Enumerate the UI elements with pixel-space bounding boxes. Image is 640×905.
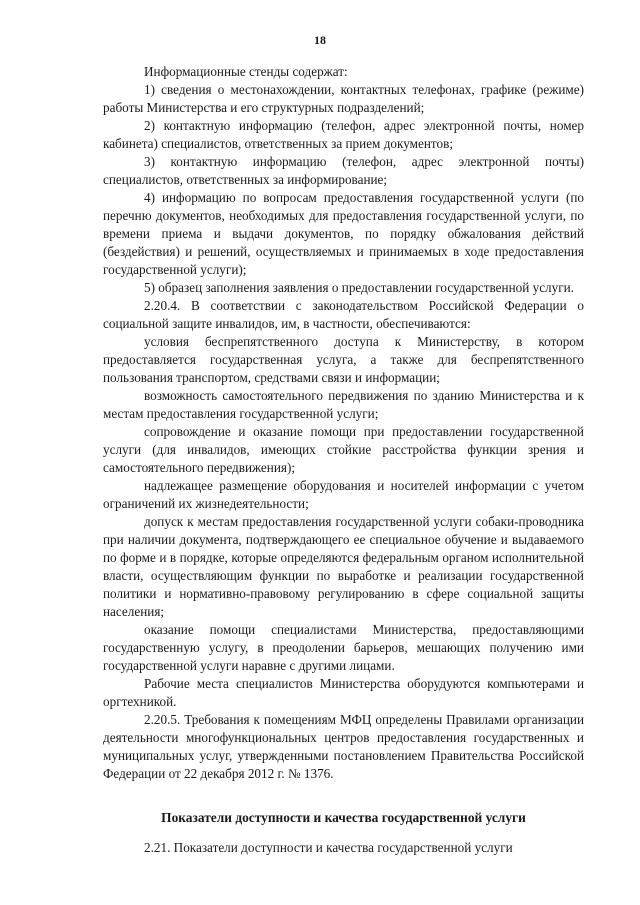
- paragraph-stands-intro: Информационные стенды содержат:: [144, 64, 348, 79]
- section-heading: Показатели доступности и качества государственной услуги: [161, 810, 526, 825]
- paragraph-2-20-5: 2.20.5. Требования к помещениям МФЦ определены Правилами организации деятельности многофункциональных центров предоставления государственных и муниципальных услуг, утвержденными постановлением Правительства Российской Федерации от 22 декабря 2012 г. № 1376.: [103, 712, 584, 781]
- paragraph-item-5: 5) образец заполнения заявления о предоставлении государственной услуги.: [144, 280, 574, 295]
- paragraph-item-2: 2) контактную информацию (телефон, адрес электронной почты, номер кабинета) специалистов, ответственных за прием документов;: [103, 118, 584, 151]
- document-body: [103, 63, 584, 857]
- paragraph-assistance: оказание помощи специалистами Министерства, предоставляющими государственную услугу, в преодолении барьеров, мешающих получению ими государственной услуги наравне с другими лицами.: [103, 622, 584, 673]
- page-number: 18: [314, 33, 326, 47]
- section-gap: [103, 783, 584, 793]
- paragraph-guide-dog: допуск к местам предоставления государственной услуги собаки-проводника при наличии документа, подтверждающего ее специальное обучение и выдаваемого по форме и в порядке, которые определяются федеральным органом исполнительной власти, осуществляющим функции по выработке и реализации государственной политики и нормативно-правовому регулированию в сфере социальной защиты населения;: [103, 514, 584, 619]
- paragraph-2-20-4: 2.20.4. В соответствии с законодательством Российской Федерации о социальной защите инвалидов, им, в частности, обеспечиваются:: [103, 298, 584, 331]
- paragraph-workplaces: Рабочие места специалистов Министерства оборудуются компьютерами и оргтехникой.: [103, 676, 584, 709]
- paragraph-item-1: 1) сведения о местонахождении, контактных телефонах, графике (режиме) работы Министерства и его структурных подразделений;: [103, 82, 584, 115]
- paragraph-2-21: 2.21. Показатели доступности и качества государственной услуги: [144, 840, 513, 855]
- paragraph-movement: возможность самостоятельного передвижения по зданию Министерства и к местам предоставления государственной услуги;: [103, 388, 584, 421]
- paragraph-item-3: 3) контактную информацию (телефон, адрес электронной почты) специалистов, ответственных за информирование;: [103, 154, 584, 187]
- heading-gap: [103, 827, 584, 839]
- paragraph-item-4: 4) информацию по вопросам предоставления государственной услуги (по перечню документов, необходимых для предоставления государственной услуги, по времени приема и выдачи документов, по порядку обжалования действий (бездействия) и решений, осуществляемых и принимаемых в ходе предоставления государственной услуги);: [103, 190, 584, 277]
- paragraph-equipment: надлежащее размещение оборудования и носителей информации с учетом ограничений их жизнедеятельности;: [103, 478, 584, 511]
- paragraph-escort: сопровождение и оказание помощи при предоставлении государственной услуги (для инвалидов, имеющих стойкие расстройства функции зрения и самостоятельного передвижения);: [103, 424, 584, 475]
- paragraph-access-conditions: условия беспрепятственного доступа к Министерству, в котором предоставляется государственная услуга, а также для беспрепятственного пользования транспортом, средствами связи и информации;: [103, 334, 584, 385]
